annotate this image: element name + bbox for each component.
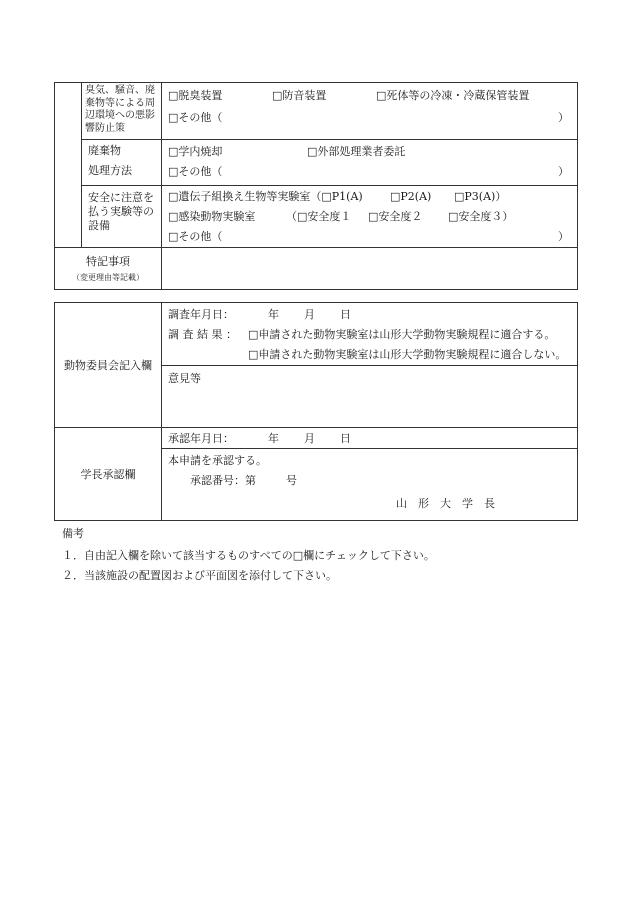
approval-date-label: 承認年月日：	[168, 432, 234, 445]
deodorizer-checkbox[interactable]: □脱臭装置	[168, 89, 223, 102]
special-notes-label	[55, 248, 162, 290]
waste-label-line2: 処理方法	[88, 164, 132, 177]
infected-animal-lab-checkbox[interactable]: □感染動物実験室	[168, 210, 256, 223]
approval-table	[54, 302, 578, 521]
safety-level2-checkbox[interactable]: □安全度２	[368, 210, 423, 223]
safety-level1-checkbox[interactable]: （□安全度１	[286, 210, 352, 223]
compliant-checkbox[interactable]: □申請された動物実験室は山形大学動物実験規程に適合する。	[248, 328, 556, 341]
p2-checkbox[interactable]: □P2(A)	[390, 189, 432, 203]
opinion-field[interactable]	[162, 366, 578, 428]
odor-label: 臭気、騒音、廃棄物等による周辺環境への悪影響防止策	[82, 83, 162, 140]
odor-options	[162, 83, 578, 140]
safety-level3-checkbox[interactable]: □安全度３）	[448, 210, 514, 223]
special-notes-subtitle: （変更理由等記載）	[72, 272, 144, 282]
section-label-cell	[55, 83, 82, 248]
approval-year-label: 年	[268, 432, 279, 445]
waste-label	[82, 140, 162, 186]
president-signature: 山 形 大 学 長	[396, 497, 495, 510]
notes-section	[62, 524, 435, 586]
survey-day-label: 日	[340, 308, 351, 321]
noncompliant-checkbox[interactable]: □申請された動物実験室は山形大学動物実験規程に適合しない。	[248, 348, 567, 361]
opinion-label: 意見等	[168, 372, 201, 385]
special-notes-field[interactable]	[162, 248, 578, 290]
safety-other-checkbox[interactable]: □その他（	[168, 230, 223, 243]
cold-storage-checkbox[interactable]: □死体等の冷凍・冷蔵保管装置	[376, 89, 530, 102]
waste-other-close: ）	[558, 165, 569, 178]
approval-detail-cell	[162, 449, 578, 521]
campus-incineration-checkbox[interactable]: □学内焼却	[168, 145, 223, 158]
note-item-2: ２．当該施設の配置図および平面図を添付して下さい。	[62, 569, 337, 582]
gmo-lab-checkbox[interactable]: □遺伝子組換え生物等実験室（□P1(A)	[168, 190, 363, 203]
approval-date-cell	[162, 428, 578, 449]
approval-month-label: 月	[304, 432, 315, 445]
waste-options	[162, 140, 578, 186]
p3-checkbox[interactable]: □P3(A)）	[454, 190, 507, 203]
approval-number-suffix: 号	[286, 474, 297, 487]
note-item-1: １．自由記入欄を除いて該当するものすべての□欄にチェックして下さい。	[62, 549, 435, 562]
waste-label-line1: 廃棄物	[88, 144, 121, 157]
odor-other-checkbox[interactable]: □その他（	[168, 111, 223, 124]
safety-other-close: ）	[558, 230, 569, 243]
safety-options	[162, 186, 578, 248]
odor-other-close: ）	[558, 111, 569, 124]
survey-result-label: 調 査 結 果 ：	[168, 328, 237, 341]
survey-year-label: 年	[268, 308, 279, 321]
special-notes-title: 特記事項	[86, 254, 130, 268]
approval-day-label: 日	[340, 432, 351, 445]
committee-label: 動物委員会記入欄	[55, 303, 162, 428]
committee-result-cell	[162, 303, 578, 366]
facility-table	[54, 82, 578, 290]
notes-title: 備考	[62, 527, 84, 540]
approval-statement: 本申請を承認する。	[168, 454, 267, 467]
safety-label: 安全に注意を払う実験等の設備	[82, 186, 162, 248]
approval-number-label: 承認番号：第	[190, 474, 256, 487]
soundproof-checkbox[interactable]: □防音装置	[272, 89, 327, 102]
president-label: 学長承認欄	[55, 428, 162, 521]
survey-date-label: 調査年月日：	[168, 308, 234, 321]
external-contractor-checkbox[interactable]: □外部処理業者委託	[307, 145, 406, 158]
survey-month-label: 月	[304, 308, 315, 321]
waste-other-checkbox[interactable]: □その他（	[168, 165, 223, 178]
